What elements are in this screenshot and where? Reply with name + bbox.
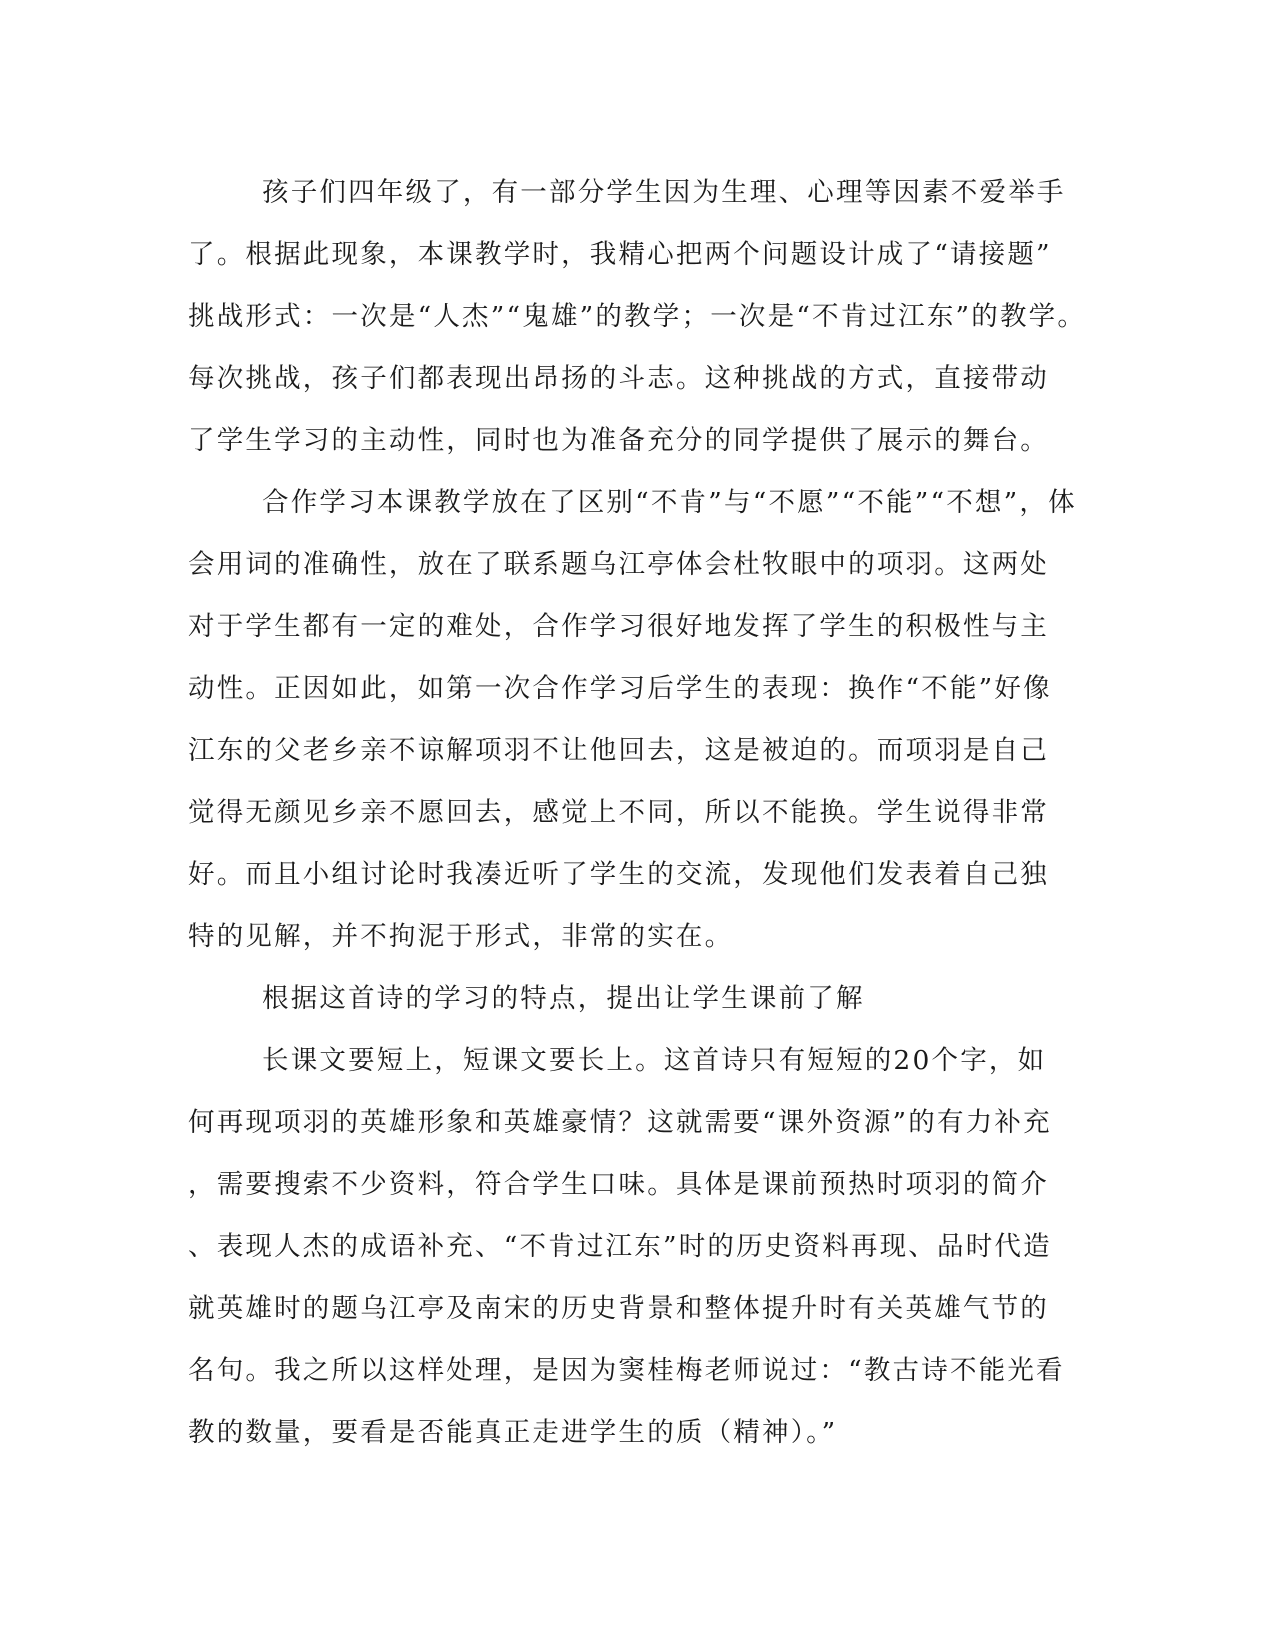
- text-line: 动性。正因如此，如第一次合作学习后学生的表现：换作“不能”好像: [188, 673, 1052, 704]
- text-line: 会用词的准确性，放在了联系题乌江亭体会杜牧眼中的项羽。这两处: [188, 549, 1049, 580]
- text-line: 对于学生都有一定的难处，合作学习很好地发挥了学生的积极性与主: [188, 611, 1049, 642]
- text-line: 长课文要短上，短课文要长上。这首诗只有短短的20个字，如: [262, 1045, 1047, 1076]
- text-line: 挑战形式：一次是“人杰”“鬼雄”的教学；一次是“不肯过江东”的教学。: [188, 301, 1087, 332]
- text-line: 了学生学习的主动性，同时也为准备充分的同学提供了展示的舞台。: [188, 425, 1049, 456]
- text-line: 就英雄时的题乌江亭及南宋的历史背景和整体提升时有关英雄气节的: [188, 1293, 1049, 1324]
- paragraph-resources: [188, 1030, 1068, 1464]
- text-line: 觉得无颜见乡亲不愿回去，感觉上不同，所以不能换。学生说得非常: [188, 797, 1049, 828]
- text-line: 特的见解，并不拘泥于形式，非常的实在。: [188, 921, 734, 952]
- text-line: 教的数量，要看是否能真正走进学生的质（精神）。”: [188, 1417, 838, 1448]
- text-line: 每次挑战，孩子们都表现出昂扬的斗志。这种挑战的方式，直接带动: [188, 363, 1049, 394]
- paragraph-preview: [188, 968, 1068, 1030]
- text-line: 根据这首诗的学习的特点，提出让学生课前了解: [262, 983, 865, 1014]
- text-line: 名句。我之所以这样处理，是因为窦桂梅老师说过：“教古诗不能光看: [188, 1355, 1065, 1386]
- text-line: 、表现人杰的成语补充、“不肯过江东”时的历史资料再现、品时代造: [188, 1231, 1052, 1262]
- text-line: 了。根据此现象，本课教学时，我精心把两个问题设计成了“请接题”: [188, 239, 1052, 270]
- text-line: 合作学习本课教学放在了区别“不肯”与“不愿”“不能”“不想”，体: [262, 487, 1077, 518]
- text-line: ，需要搜索不少资料，符合学生口味。具体是课前预热时项羽的简介: [188, 1169, 1049, 1200]
- text-line: 江东的父老乡亲不谅解项羽不让他回去，这是被迫的。而项羽是自己: [188, 735, 1049, 766]
- paragraph-cooperative-learning: [188, 472, 1077, 968]
- document-body: [188, 162, 1087, 1464]
- text-line: 好。而且小组讨论时我凑近听了学生的交流，发现他们发表着自己独: [188, 859, 1049, 890]
- text-line: 何再现项羽的英雄形象和英雄豪情？这就需要“课外资源”的有力补充: [188, 1107, 1052, 1138]
- paragraph-challenge: [188, 162, 1087, 472]
- text-line: 孩子们四年级了，有一部分学生因为生理、心理等因素不爱举手: [262, 177, 1066, 208]
